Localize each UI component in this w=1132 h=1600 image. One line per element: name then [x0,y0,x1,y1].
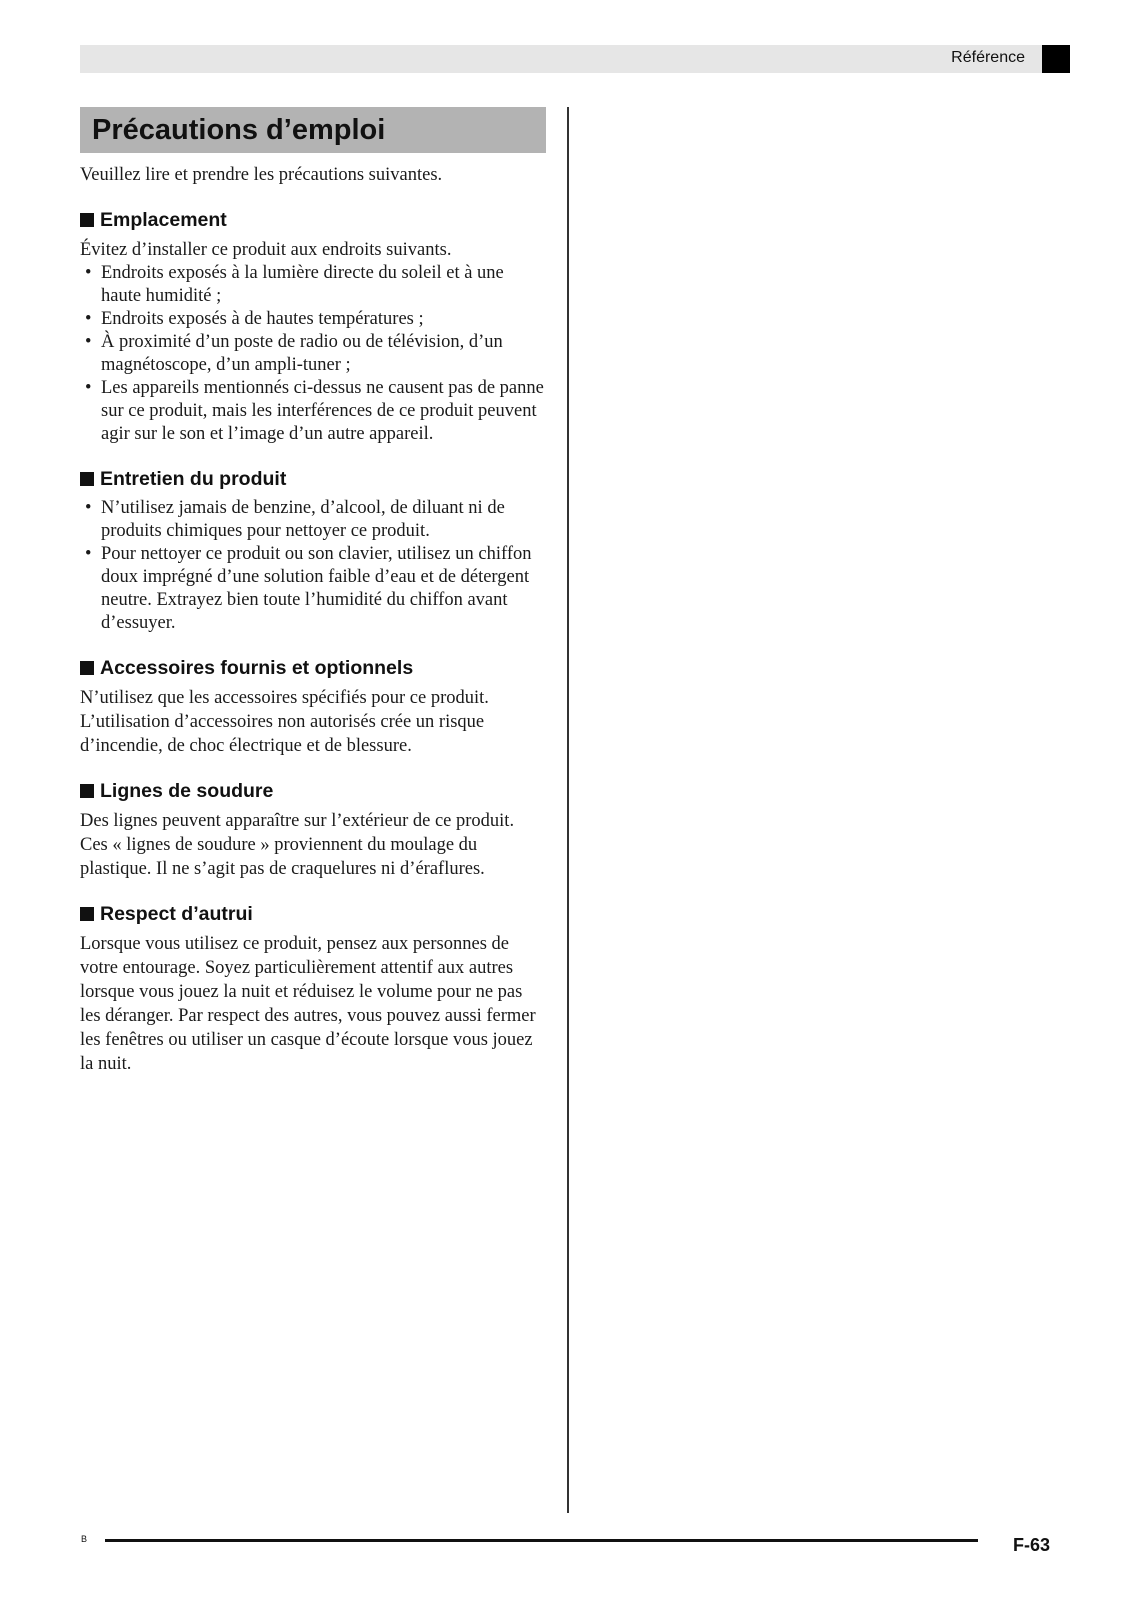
list-item-text: Endroits exposés à la lumière directe du soleil et à une haute humidité ; [101,263,504,306]
list-item [80,543,546,635]
section-heading-text: Entretien du produit [100,467,287,490]
bullet-icon: • [85,544,92,564]
list-item [80,331,546,377]
section-heading-text: Lignes de soudure [100,779,274,802]
section-paragraph: N’utilisez que les accessoires spécifiés pour ce produit. L’utilisation d’accessoires non autorisés crée un risque d’incendie, de choc électrique et de blessure. [80,688,489,756]
title-box [80,107,546,153]
black-square-icon [80,472,94,486]
section [80,901,546,1076]
list-item-text: Les appareils mentionnés ci-dessus ne causent pas de panne sur ce produit, mais les interférences de ce produit peuvent agir sur le son et l’image d’un autre appareil. [101,378,544,444]
page-title: Précautions d’emploi [92,113,386,146]
list-item-text: Endroits exposés à de hautes températures ; [101,309,424,329]
footer-code: B [81,1534,88,1544]
sections-container [80,207,546,1076]
list-item [80,262,546,308]
header-bar [80,45,1070,73]
section-heading [80,466,546,492]
section-heading [80,207,546,233]
bullet-icon: • [85,498,92,518]
bullet-icon: • [85,309,92,329]
bullet-list [80,497,546,635]
section-heading [80,778,546,804]
black-square-icon [80,213,94,227]
list-item [80,308,546,331]
section [80,207,546,446]
black-square-icon [80,784,94,798]
bullet-list [80,262,546,446]
list-item-text: Pour nettoyer ce produit ou son clavier, utilisez un chiffon doux imprégné d’une solution faible d’eau et de détergent neutre. Extrayez bien toute l’humidité du chiffon avant d’essuyer. [101,544,532,633]
section-heading [80,655,546,681]
section-heading-text: Emplacement [100,208,227,231]
left-column [80,107,546,1076]
page-number: F-63 [1013,1535,1051,1555]
bullet-icon: • [85,378,92,398]
section-paragraph: Évitez d’installer ce produit aux endroits suivants. [80,240,452,260]
black-square-icon [80,907,94,921]
black-block-icon [1042,45,1070,73]
section-heading [80,901,546,927]
black-square-icon [80,661,94,675]
section-paragraph: Des lignes peuvent apparaître sur l’extérieur de ce produit. Ces « lignes de soudure » proviennent du moulage du plastique. Il ne s’agit pas de craquelures ni d’éraflures. [80,811,515,879]
section-paragraph: Lorsque vous utilisez ce produit, pensez aux personnes de votre entourage. Soyez particulièrement attentif aux autres lorsque vous jouez la nuit et réduisez le volume pour ne pas les déranger. Par respect des autres, vous pouvez aussi fermer les fenêtres ou utiliser un casque d’écoute lorsque vous jouez la nuit. [80,934,536,1074]
list-item [80,497,546,543]
section-heading-text: Respect d’autrui [100,902,253,925]
section [80,655,546,758]
section [80,778,546,881]
bullet-icon: • [85,332,92,352]
column-divider [567,107,569,1513]
list-item-text: À proximité d’un poste de radio ou de télévision, d’un magnétoscope, d’un ampli-tuner ; [101,332,503,375]
header-section-label: Référence [951,49,1025,66]
footer-rule [105,1539,978,1542]
list-item [80,377,546,446]
section [80,466,546,635]
bullet-icon: • [85,263,92,283]
intro-text: Veuillez lire et prendre les précautions suivantes. [80,165,443,185]
section-heading-text: Accessoires fournis et optionnels [100,656,414,679]
list-item-text: N’utilisez jamais de benzine, d’alcool, de diluant ni de produits chimiques pour nettoyer ce produit. [101,498,505,541]
